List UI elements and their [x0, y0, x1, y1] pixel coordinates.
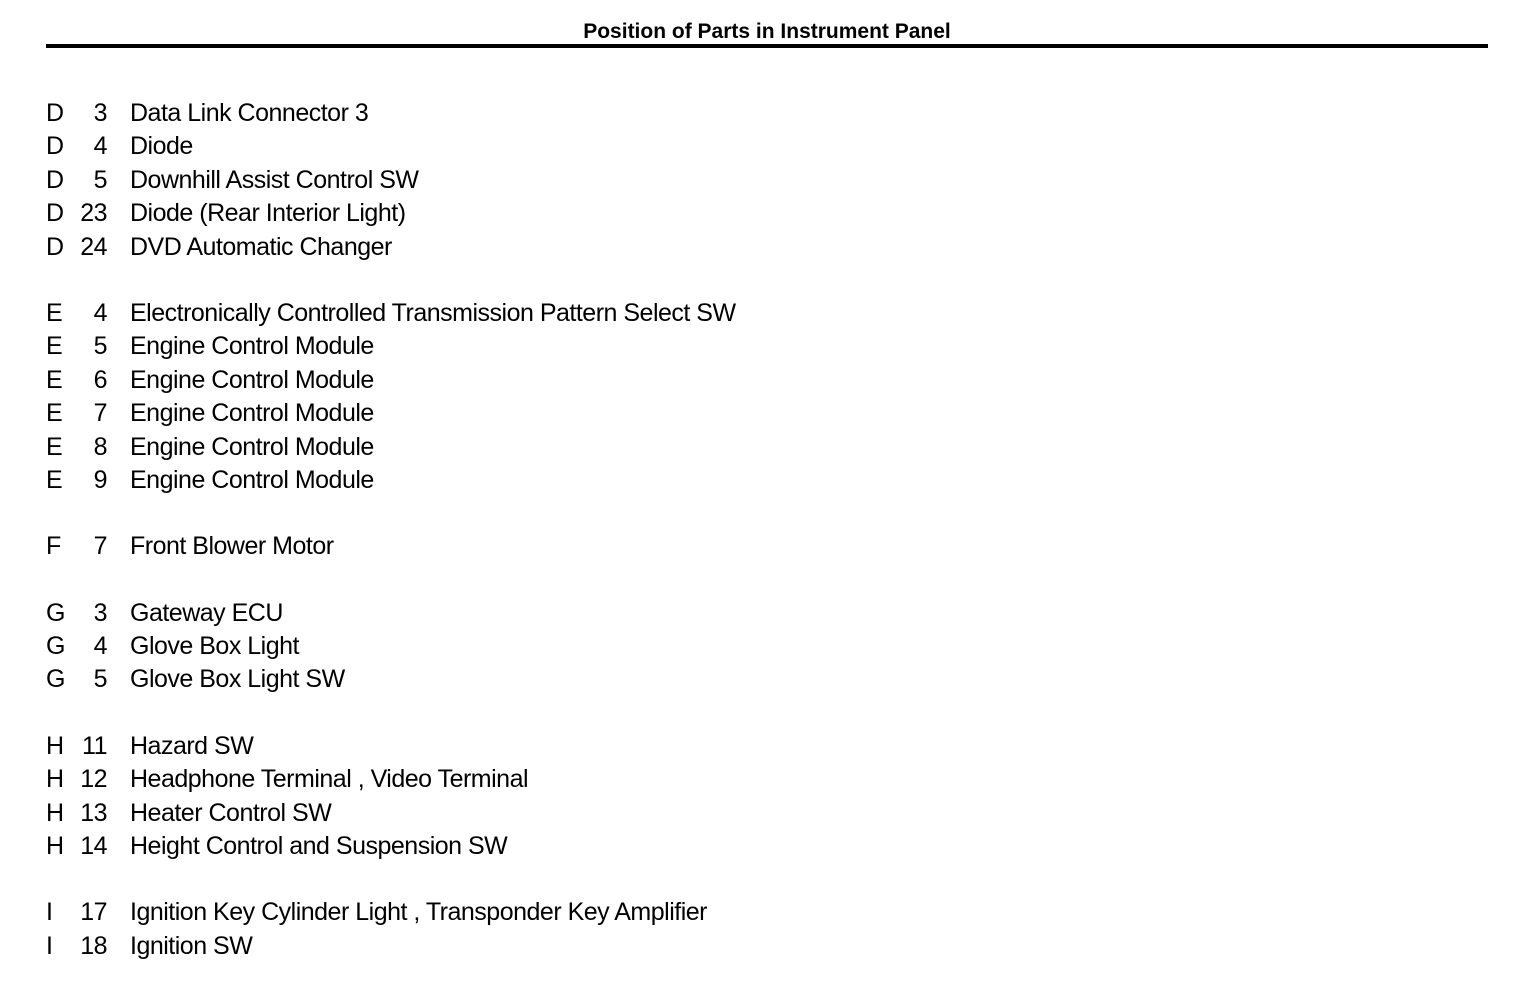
- part-code-letter: F: [46, 532, 61, 561]
- part-row: [46, 130, 1046, 163]
- part-code-letter: G: [46, 632, 65, 661]
- part-row: [46, 763, 1046, 796]
- part-code-number: 3: [93, 99, 107, 127]
- part-code-letter: D: [46, 99, 64, 127]
- part-name: Glove Box Light: [130, 632, 299, 661]
- part-name: Gateway ECU: [130, 598, 283, 627]
- part-name: Hazard SW: [130, 731, 254, 760]
- part-code-number: 12: [80, 765, 107, 794]
- part-name: Engine Control Module: [130, 332, 374, 361]
- part-code-letter: D: [46, 199, 64, 228]
- part-code-letter: I: [46, 931, 53, 960]
- part-code-letter: E: [46, 298, 63, 327]
- part-code-letter: E: [46, 399, 63, 428]
- part-row: [46, 97, 1046, 130]
- part-name: Glove Box Light SW: [130, 665, 345, 694]
- part-code-letter: H: [46, 765, 64, 794]
- part-group: [46, 97, 1046, 264]
- part-code-number: 7: [93, 532, 107, 561]
- part-name: Ignition Key Cylinder Light , Transponder Key Amplifier: [130, 898, 707, 927]
- part-name: Downhill Assist Control SW: [130, 165, 419, 194]
- part-code-number: 13: [80, 798, 107, 827]
- part-group: [46, 597, 1046, 697]
- part-row: [46, 830, 1046, 863]
- part-row: [46, 896, 1046, 929]
- part-row: [46, 464, 1046, 497]
- part-name: Ignition SW: [130, 931, 253, 960]
- part-row: [46, 597, 1046, 630]
- part-code-number: 6: [93, 365, 107, 394]
- part-name: Electronically Controlled Transmission Pattern Select SW: [130, 298, 736, 327]
- part-code-number: 8: [93, 432, 107, 461]
- part-code-number: 18: [80, 931, 107, 960]
- part-code-number: 14: [80, 832, 107, 861]
- part-code-number: 9: [93, 465, 107, 494]
- part-code-number: 5: [93, 332, 107, 361]
- parts-list: [46, 97, 1046, 996]
- part-code-letter: D: [46, 232, 64, 261]
- page-title: Position of Parts in Instrument Panel: [583, 20, 951, 43]
- part-row: [46, 431, 1046, 464]
- title-divider: [46, 44, 1488, 48]
- part-name: Heater Control SW: [130, 798, 332, 827]
- part-name: Front Blower Motor: [130, 532, 334, 561]
- part-code-letter: G: [46, 665, 65, 694]
- part-name: Data Link Connector 3: [130, 99, 369, 127]
- part-code-letter: E: [46, 432, 63, 461]
- part-group: [46, 896, 1046, 963]
- part-code-letter: D: [46, 132, 64, 161]
- part-name: Engine Control Module: [130, 465, 374, 494]
- part-name: Diode: [130, 132, 193, 161]
- part-code-number: 24: [80, 232, 107, 261]
- part-code-number: 5: [93, 665, 107, 694]
- part-code-number: 4: [93, 298, 107, 327]
- part-row: [46, 630, 1046, 663]
- part-row: [46, 397, 1046, 430]
- part-name: Diode (Rear Interior Light): [130, 199, 406, 228]
- part-code-number: 7: [93, 399, 107, 428]
- part-code-letter: E: [46, 465, 63, 494]
- part-code-letter: I: [46, 898, 53, 927]
- part-name: Engine Control Module: [130, 365, 374, 394]
- part-name: Engine Control Module: [130, 432, 374, 461]
- part-name: Height Control and Suspension SW: [130, 832, 508, 861]
- part-name: Engine Control Module: [130, 399, 374, 428]
- part-code-letter: E: [46, 365, 63, 394]
- part-group: [46, 530, 1046, 563]
- part-row: [46, 530, 1046, 563]
- part-row: [46, 364, 1046, 397]
- part-code-letter: H: [46, 731, 64, 760]
- part-group: [46, 730, 1046, 864]
- part-code-letter: H: [46, 832, 64, 861]
- part-code-number: 4: [93, 132, 107, 161]
- part-row: [46, 663, 1046, 696]
- part-row: [46, 797, 1046, 830]
- part-name: DVD Automatic Changer: [130, 232, 392, 261]
- part-row: [46, 231, 1046, 264]
- part-name: Headphone Terminal , Video Terminal: [130, 765, 529, 794]
- part-row: [46, 197, 1046, 230]
- part-code-letter: G: [46, 598, 65, 627]
- part-code-letter: E: [46, 332, 63, 361]
- part-row: [46, 164, 1046, 197]
- part-code-letter: D: [46, 165, 64, 194]
- part-code-letter: H: [46, 798, 64, 827]
- part-group: [46, 297, 1046, 497]
- part-code-number: 11: [82, 731, 107, 760]
- part-code-number: 4: [93, 632, 107, 661]
- part-code-number: 5: [93, 165, 107, 194]
- part-row: [46, 297, 1046, 330]
- part-code-number: 17: [80, 898, 107, 927]
- part-code-number: 3: [93, 598, 107, 627]
- part-row: [46, 930, 1046, 963]
- part-code-number: 23: [80, 199, 107, 228]
- part-row: [46, 730, 1046, 763]
- part-row: [46, 330, 1046, 363]
